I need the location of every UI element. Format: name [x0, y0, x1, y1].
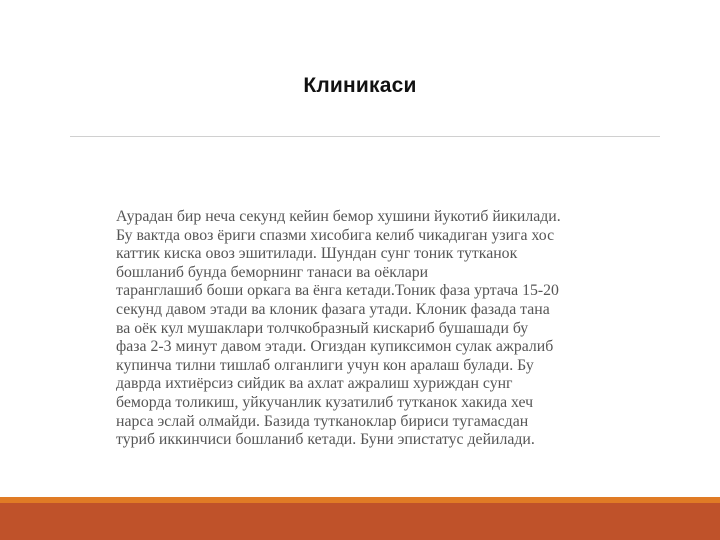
footer-band [0, 503, 720, 540]
slide-body-text: Аурадан бир неча секунд кейин бемор хушини йукотиб йикилади. Бу вактда овоз ёриги спазми хисобига келиб чикадиган узига хос каттик киска овоз эшитилади. Шундан сунг тоник тутканок бошланиб бунда беморнинг танаси ва оёклари таранглашиб боши оркага ва ёнга кетади.Тоник фаза уртача 15-20 секунд давом этади ва клоник фазага утади. Клоник фазада тана ва оёк кул мушаклари толчкобразный кискариб бушашади бу фаза 2-3 минут давом этади. Огиздан купиксимон сулак ажралиб купинча тилни тишлаб олганлиги учун кон аралаш булади. Бу даврда ихтиёрсиз сийдик ва ахлат ажралиш хуриждан сунг беморда толикиш, уйкучанлик кузатилиб тутканок хакида хеч нарса эслай олмайди. Базида тутканоклар бириси тугамасдан туриб иккинчиси бошланиб кетади. Буни эпистатус дейилади. [116, 208, 561, 449]
slide-title: Клиникаси [303, 74, 417, 98]
title-divider [70, 136, 660, 137]
